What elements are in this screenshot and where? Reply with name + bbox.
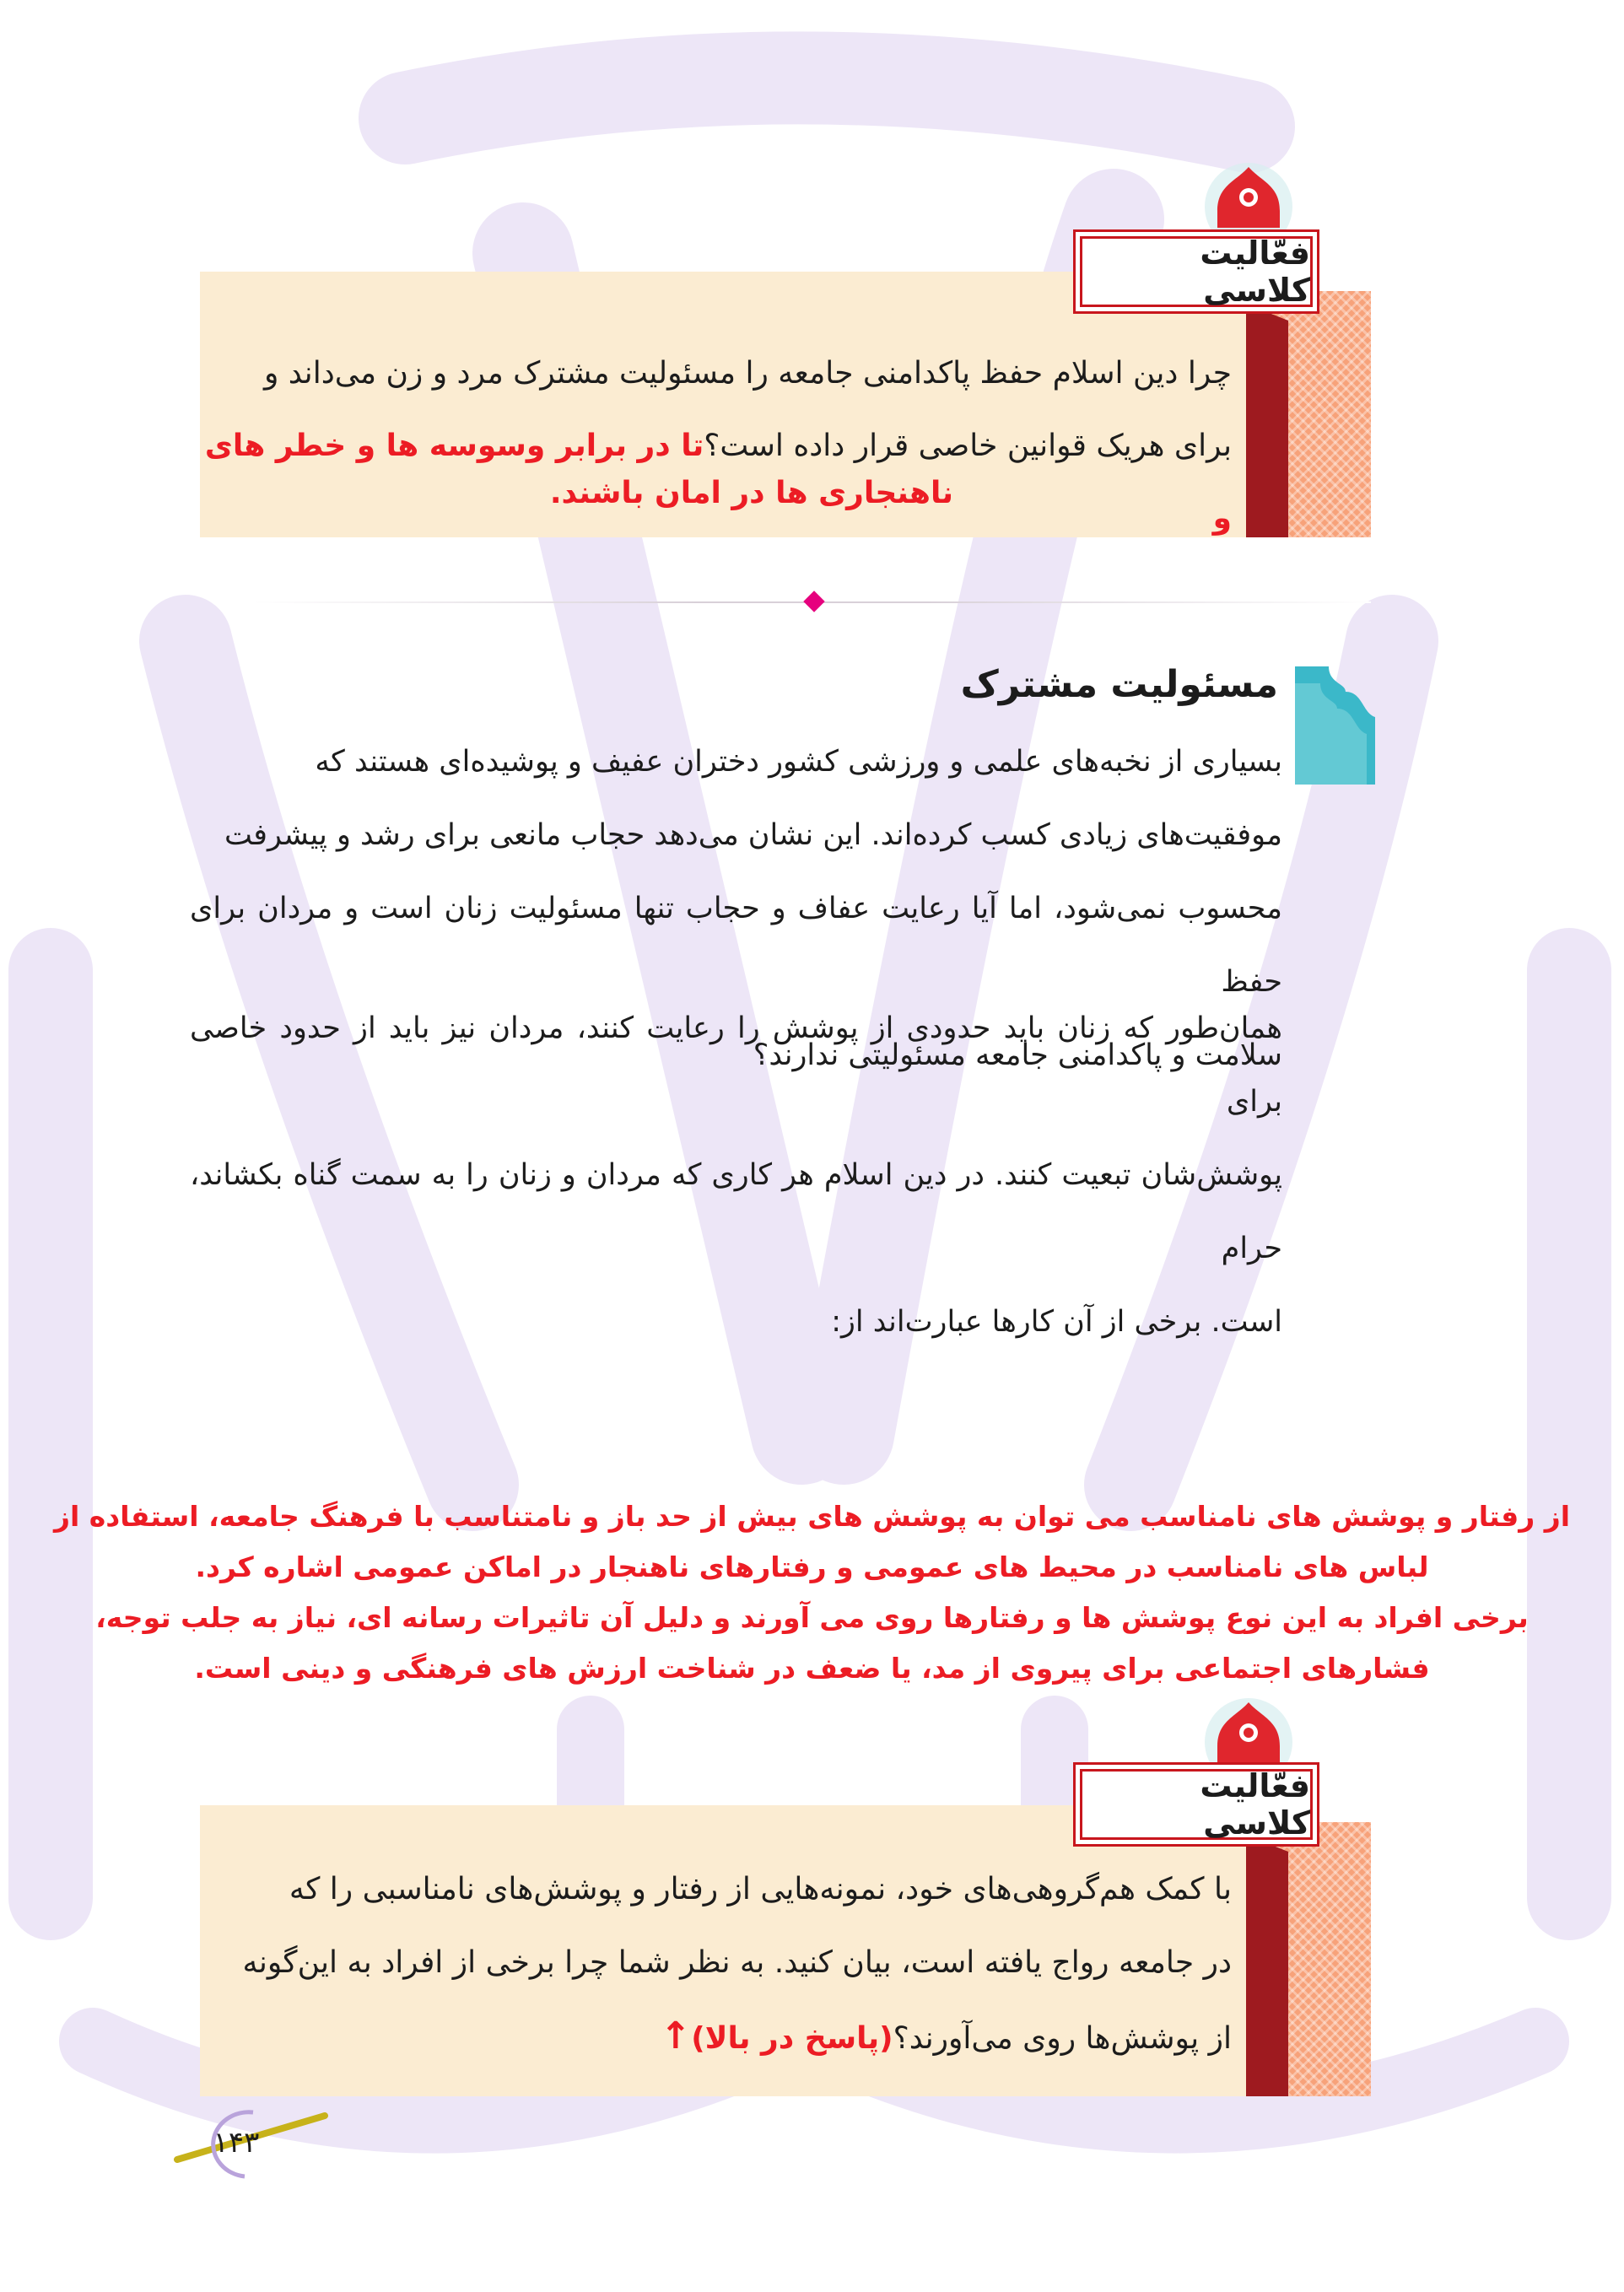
paragraph-1-line: موفقیت‌های زیادی کسب کرده‌اند. این نشان می‌دهد حجاب مانعی برای رشد و پیشرفت — [224, 818, 1282, 852]
section-paragraph-2 — [190, 992, 1282, 1359]
paragraph-1-line: بسیاری از نخبه‌های علمی و ورزشی کشور دختران عفیف و پوشیده‌ای هستند که — [315, 745, 1282, 779]
paragraph-1-line: محسوب نمی‌شود، اما آیا رعایت عفاف و حجاب تنها مسئولیت زنان است و مردان برای حفظ — [190, 892, 1282, 999]
ornament-icon — [1202, 1696, 1295, 1772]
activity-2-line-3 — [228, 1999, 1232, 2075]
activity-1-answer-line-3: ناهنجاری ها در امان باشند. — [549, 476, 953, 510]
arrow-up-icon: ↑ — [660, 2014, 692, 2057]
answer-line: برخی افراد به این نوع پوشش ها و رفتارها روی می آورند و دلیل آن تاثیرات رسانه ای، نیاز به جلب توجه، — [95, 1601, 1529, 1634]
activity-tab-1 — [1080, 236, 1313, 307]
activity-box-1-fold — [1246, 304, 1288, 537]
divider-diamond-icon — [803, 591, 824, 612]
activity-2-text — [228, 1852, 1232, 2075]
ornament-icon — [1202, 160, 1295, 236]
answer-line: لباس های نامناسب در محیط های عمومی و رفتارهای ناهنجار در اماکن عمومی اشاره کرد. — [195, 1550, 1429, 1583]
activity-tab-label: فعّالیت کلاسی — [1200, 1767, 1310, 1842]
paragraph-2-line: پوشش‌شان تبعیت کنند. در دین اسلام هر کاری که مردان و زنان را به سمت گناه بکشاند، حرام — [190, 1158, 1282, 1265]
answer-line: از رفتار و پوشش های نامناسب می توان به پوشش های بیش از حد باز و نامتناسب با فرهنگ جامعه، استفاده از — [53, 1500, 1571, 1533]
paragraph-2-line: است. برخی از آن کارها عبارت‌اند از: — [831, 1305, 1282, 1339]
activity-1-line-1: چرا دین اسلام حفظ پاکدامنی جامعه را مسئولیت مشترک مرد و زن می‌داند و — [263, 356, 1232, 391]
activity-1-answer: تا در برابر وسوسه ها و خطر های و — [204, 429, 1232, 536]
activity-2-line-1: با کمک هم‌گروهی‌های خود، نمونه‌هایی از رفتار و پوشش‌های نامناسبی را که — [289, 1872, 1232, 1906]
activity-box-2-fold — [1246, 1835, 1288, 2096]
heading-cloud-icon — [1295, 666, 1375, 785]
page-number: ۱۴۳ — [213, 2126, 260, 2160]
activity-2-answer-note: (پاسخ در بالا) — [691, 2021, 893, 2056]
section-heading: مسئولیت مشترک — [960, 663, 1278, 706]
activity-1-question: برای هریک قوانین خاصی قرار داده است؟ — [704, 429, 1232, 463]
answer-line: فشارهای اجتماعی برای پیروی از مد، یا ضعف در شناخت ارزش های فرهنگی و دینی است. — [194, 1652, 1430, 1685]
answer-block — [17, 1491, 1607, 1694]
activity-2-question: از پوشش‌ها روی می‌آورند؟ — [893, 2021, 1232, 2056]
activity-tab-2 — [1080, 1769, 1313, 1840]
activity-tab-label: فعّالیت کلاسی — [1200, 235, 1310, 309]
activity-2-line-2: در جامعه رواج یافته است، بیان کنید. به نظر شما چرا برخی از افراد به این‌گونه — [242, 1945, 1232, 1980]
paragraph-2-line: همان‌طور که زنان باید حدودی از پوشش را رعایت کنند، مردان نیز باید از حدود خاصی برای — [190, 1011, 1282, 1119]
paragraph-1-line: سلامت و پاکدامنی جامعه مسئولیتی ندارند؟ — [753, 1038, 1282, 1072]
